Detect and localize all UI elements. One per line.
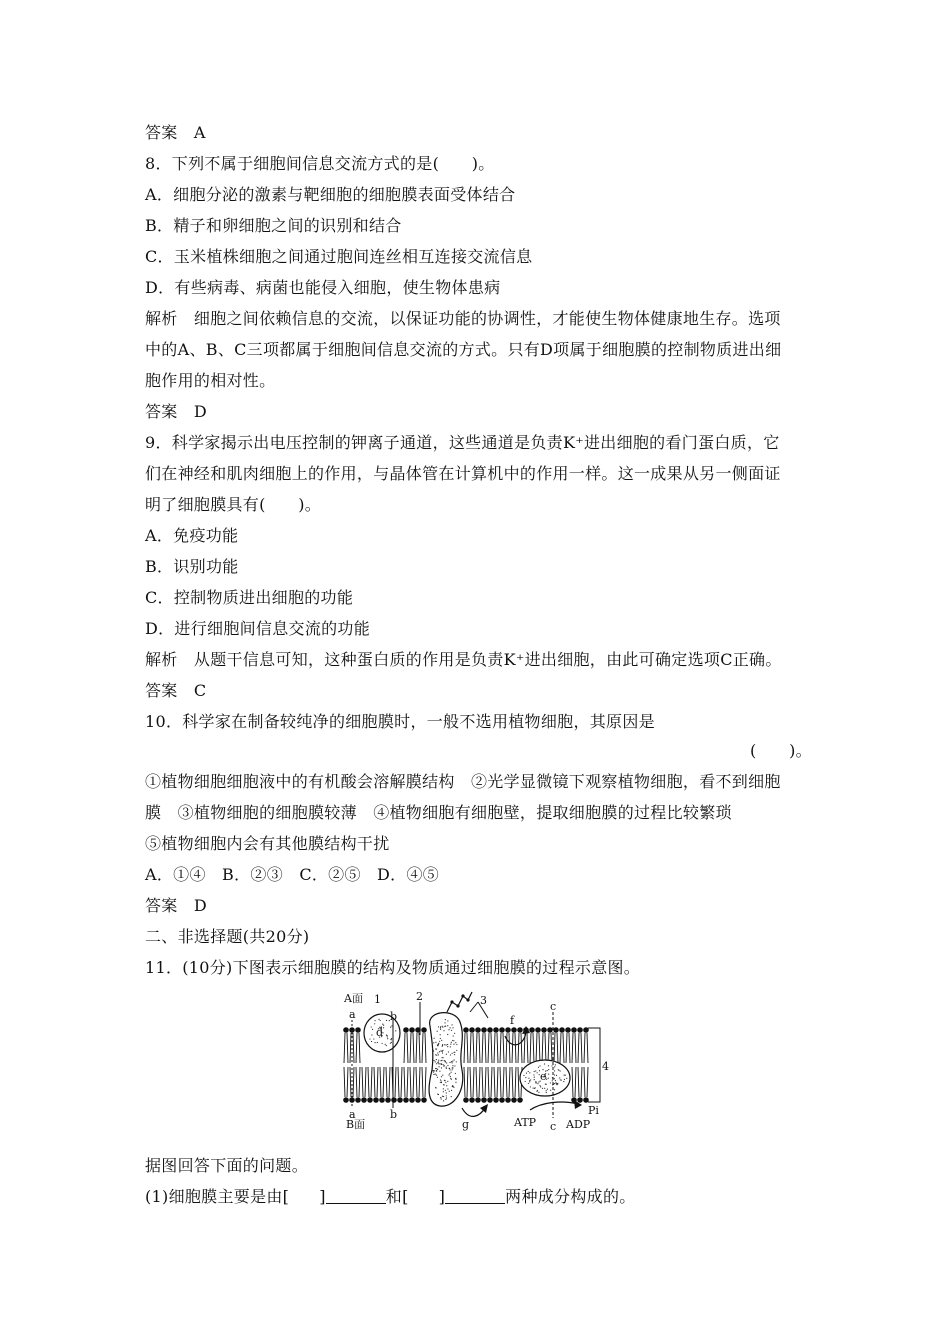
label-e: e	[540, 1070, 547, 1083]
q1-blank-2[interactable]	[445, 1189, 505, 1204]
q10-options: A．①④ B．②③ C．②⑤ D．④⑤	[145, 865, 440, 884]
question-9-line-2: 们在神经和肌肉细胞上的作用，与晶体管在计算机中的作用一样。这一成果从另一侧面证	[145, 464, 781, 483]
label-g: g	[462, 1118, 470, 1131]
q8-analysis-line-1: 解析 细胞之间依赖信息的交流，以保证功能的协调性，才能使生物体健康地生存。选项	[145, 309, 781, 328]
q10-statements-line-1: ①植物细胞细胞液中的有机酸会溶解膜结构 ②光学显微镜下观察植物细胞，看不到细胞	[145, 772, 781, 791]
q8-option-c: C．玉米植株细胞之间通过胞间连丝相互连接交流信息	[145, 247, 533, 266]
label-b-top: b	[390, 1010, 398, 1023]
label-d: d	[376, 1026, 384, 1039]
figure-instruction: 据图回答下面的问题。	[145, 1156, 309, 1175]
label-1: 1	[374, 993, 381, 1006]
label-pi: Pi	[588, 1104, 599, 1117]
q10-statements-line-2: 膜 ③植物细胞的细胞膜较薄 ④植物细胞有细胞壁，提取细胞膜的过程比较繁琐	[145, 803, 732, 822]
q1-blank-1[interactable]	[326, 1189, 386, 1204]
q1-bracket-close-2: ]	[438, 1187, 446, 1206]
label-b-bottom: b	[390, 1108, 398, 1121]
question-8: 8．下列不属于细胞间信息交流方式的是( )。	[145, 154, 495, 173]
q8-option-d: D．有些病毒、病菌也能侵入细胞，使生物体患病	[145, 278, 501, 297]
q1-and: 和[	[385, 1187, 409, 1206]
label-atp: ATP	[514, 1116, 537, 1129]
label-3: 3	[480, 994, 487, 1007]
question-9-line-3: 明了细胞膜具有( )。	[145, 495, 322, 514]
label-c-bottom: c	[550, 1120, 557, 1133]
q9-option-d: D．进行细胞间信息交流的功能	[145, 619, 371, 638]
q10-statements-line-3: ⑤植物细胞内会有其他膜结构干扰	[145, 834, 390, 853]
label-f: f	[510, 1014, 515, 1027]
q9-analysis: 解析 从题干信息可知，这种蛋白质的作用是负责K⁺进出细胞，由此可确定选项C正确。	[145, 650, 782, 669]
answer-10: 答案 D	[145, 896, 208, 915]
transmembrane-protein	[429, 1013, 463, 1107]
label-a-top: a	[349, 1008, 356, 1021]
membrane-svg	[330, 990, 620, 1140]
q8-option-b: B．精子和卵细胞之间的识别和结合	[145, 216, 402, 235]
label-c-top: c	[550, 1000, 557, 1013]
label-adp: ADP	[566, 1118, 591, 1131]
q1-bracket-close-1: ]	[319, 1187, 326, 1206]
q8-analysis-line-2: 中的A、B、C三项都属于细胞间信息交流的方式。只有D项属于细胞膜的控制物质进出细	[145, 340, 782, 359]
q8-analysis-line-3: 胞作用的相对性。	[145, 371, 276, 390]
question-11-part-1	[145, 1187, 636, 1207]
question-9-line-1: 9．科学家揭示出电压控制的钾离子通道，这些通道是负责K⁺进出细胞的看门蛋白质，它	[145, 433, 780, 452]
q10-answer-bracket: ( )。	[750, 741, 812, 760]
q9-option-b: B．识别功能	[145, 557, 239, 576]
answer-8: 答案 D	[145, 402, 208, 421]
answer-7: 答案 A	[145, 123, 206, 142]
label-a-face: A面	[344, 992, 363, 1005]
q1-suffix: 两种成分构成的。	[505, 1187, 636, 1206]
label-4: 4	[602, 1060, 609, 1073]
label-a-bottom: a	[349, 1108, 356, 1121]
answer-9: 答案 C	[145, 681, 207, 700]
q1-prefix: (1)细胞膜主要是由[	[145, 1187, 290, 1206]
q8-option-a: A．细胞分泌的激素与靶细胞的细胞膜表面受体结合	[145, 185, 516, 204]
q9-option-a: A．免疫功能	[145, 526, 239, 545]
cell-membrane-diagram	[330, 990, 620, 1140]
question-10: 10．科学家在制备较纯净的细胞膜时，一般不选用植物细胞，其原因是	[145, 712, 655, 731]
label-b-face: B面	[346, 1118, 366, 1131]
q9-option-c: C．控制物质进出细胞的功能	[145, 588, 354, 607]
section-heading-non-choice: 二、非选择题(共20分)	[145, 927, 310, 946]
label-2: 2	[416, 990, 423, 1003]
question-11: 11．(10分)下图表示细胞膜的结构及物质通过细胞膜的过程示意图。	[145, 958, 641, 977]
